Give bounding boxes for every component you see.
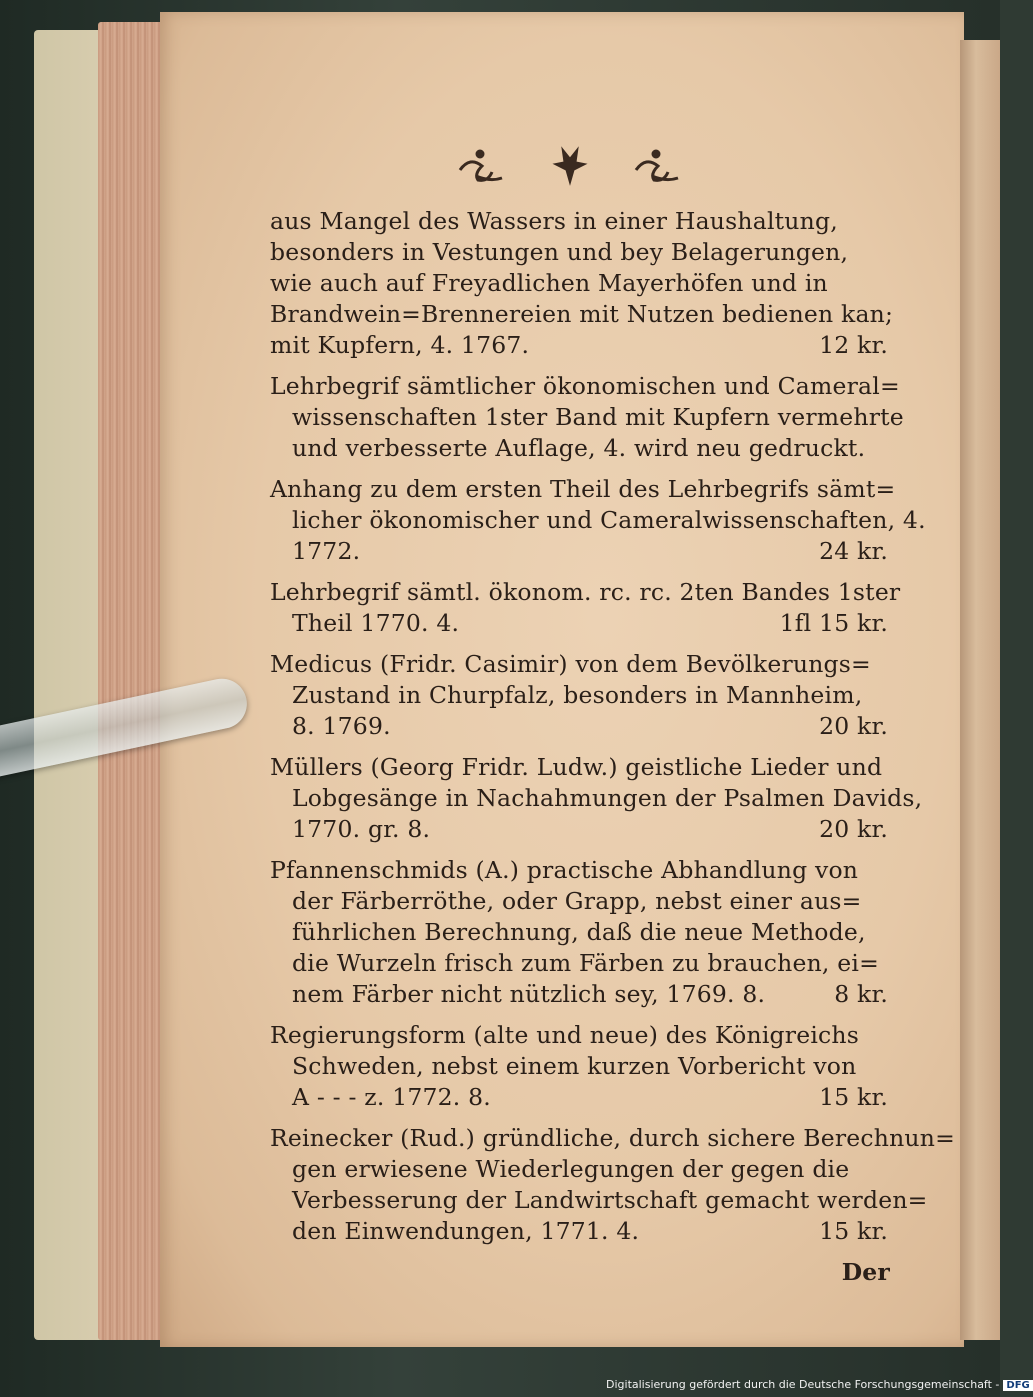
entry-line: Lehrbegrif sämtl. ökonom. rc. rc. 2ten Bandes 1ster [270, 578, 901, 606]
catchword: Der [841, 1258, 890, 1286]
entry-imprint: nem Färber nicht nützlich sey, 1769. 8. [292, 980, 766, 1008]
entry-last-line [270, 711, 890, 742]
catalog-entry [270, 649, 890, 742]
entry-imprint: mit Kupfern, 4. 1767. [270, 331, 530, 359]
entry-line: wissenschaften 1ster Band mit Kupfern vermehrte [292, 403, 904, 431]
entry-last-line [270, 1082, 890, 1113]
entry-line: besonders in Vestungen und bey Belagerungen, [270, 238, 849, 266]
entry-line: führlichen Berechnung, daß die neue Methode, [292, 918, 866, 946]
entry-line: der Färberröthe, oder Grapp, nebst einer aus= [292, 887, 862, 915]
entry-price: 20 kr. [819, 815, 888, 843]
entry-line: wie auch auf Freyadlichen Mayerhöfen und in [270, 269, 828, 297]
entry-line: gen erwiesene Wiederlegungen der gegen die [292, 1155, 850, 1183]
entry-imprint: A - - - z. 1772. 8. [292, 1083, 491, 1111]
entry-line: Zustand in Churpfalz, besonders in Mannheim, [292, 681, 863, 709]
entry-line: Medicus (Fridr. Casimir) von dem Bevölkerungs= [270, 650, 871, 678]
entry-line: Verbesserung der Landwirtschaft gemacht werden= [292, 1186, 928, 1214]
entry-line: Lobgesänge in Nachahmungen der Psalmen Davids, [292, 784, 923, 812]
entry-price: 24 kr. [819, 537, 888, 565]
footer-credit [606, 1378, 1033, 1394]
entry-line: licher ökonomischer und Cameralwissenschaften, 4. [292, 506, 926, 534]
printers-ornament [450, 140, 690, 190]
catalog-entry [270, 1123, 955, 1247]
catalog-entry [270, 371, 904, 464]
entry-line: und verbesserte Auflage, 4. wird neu gedruckt. [292, 434, 866, 462]
facing-page-edge [960, 40, 1000, 1340]
entry-line: Schweden, nebst einem kurzen Vorbericht von [292, 1052, 857, 1080]
entry-line: Reinecker (Rud.) gründliche, durch sichere Berechnun= [270, 1124, 955, 1152]
entry-price: 8 kr. [834, 980, 888, 1008]
entry-line: Anhang zu dem ersten Theil des Lehrbegrifs sämt= [270, 475, 896, 503]
entry-price: 1fl 15 kr. [779, 609, 888, 637]
entry-price: 12 kr. [819, 331, 888, 359]
entry-line: aus Mangel des Wassers in einer Haushaltung, [270, 207, 838, 235]
entry-last-line [270, 979, 890, 1010]
footer-text: Digitalisierung gefördert durch die Deutsche Forschungsgemeinschaft - [606, 1378, 1000, 1391]
entry-imprint: 1772. [292, 537, 361, 565]
entry-line: Pfannenschmids (A.) practische Abhandlung von [270, 856, 859, 884]
entry-price: 15 kr. [819, 1083, 888, 1111]
catalog-entry [270, 855, 890, 1010]
ornament-icon [450, 140, 690, 190]
catalog-entry [270, 752, 923, 845]
dfg-logo: DFG [1003, 1380, 1032, 1391]
entry-imprint: den Einwendungen, 1771. 4. [292, 1217, 640, 1245]
entry-imprint: 8. 1769. [292, 712, 391, 740]
entry-imprint: Theil 1770. 4. [292, 609, 460, 637]
catalog-text [270, 206, 955, 1288]
entry-last-line [270, 330, 890, 361]
catalog-entry [270, 577, 901, 639]
entry-last-line [270, 608, 890, 639]
catalog-entry [270, 1020, 890, 1113]
catchword-row [270, 1257, 890, 1288]
entry-imprint: 1770. gr. 8. [292, 815, 431, 843]
entry-price: 15 kr. [819, 1217, 888, 1245]
entry-price: 20 kr. [819, 712, 888, 740]
entry-line: Müllers (Georg Fridr. Ludw.) geistliche Lieder und [270, 753, 883, 781]
catalog-entry [270, 206, 894, 361]
catalog-entry [270, 474, 926, 567]
entry-line: Regierungsform (alte und neue) des Königreichs [270, 1021, 859, 1049]
entry-last-line [270, 1216, 890, 1247]
entry-line: Brandwein=Brennereien mit Nutzen bedienen kan; [270, 300, 894, 328]
entry-last-line [270, 814, 890, 845]
entry-last-line [270, 536, 890, 567]
entry-line: die Wurzeln frisch zum Färben zu brauchen, ei= [292, 949, 879, 977]
entry-line: Lehrbegrif sämtlicher ökonomischen und Cameral= [270, 372, 900, 400]
